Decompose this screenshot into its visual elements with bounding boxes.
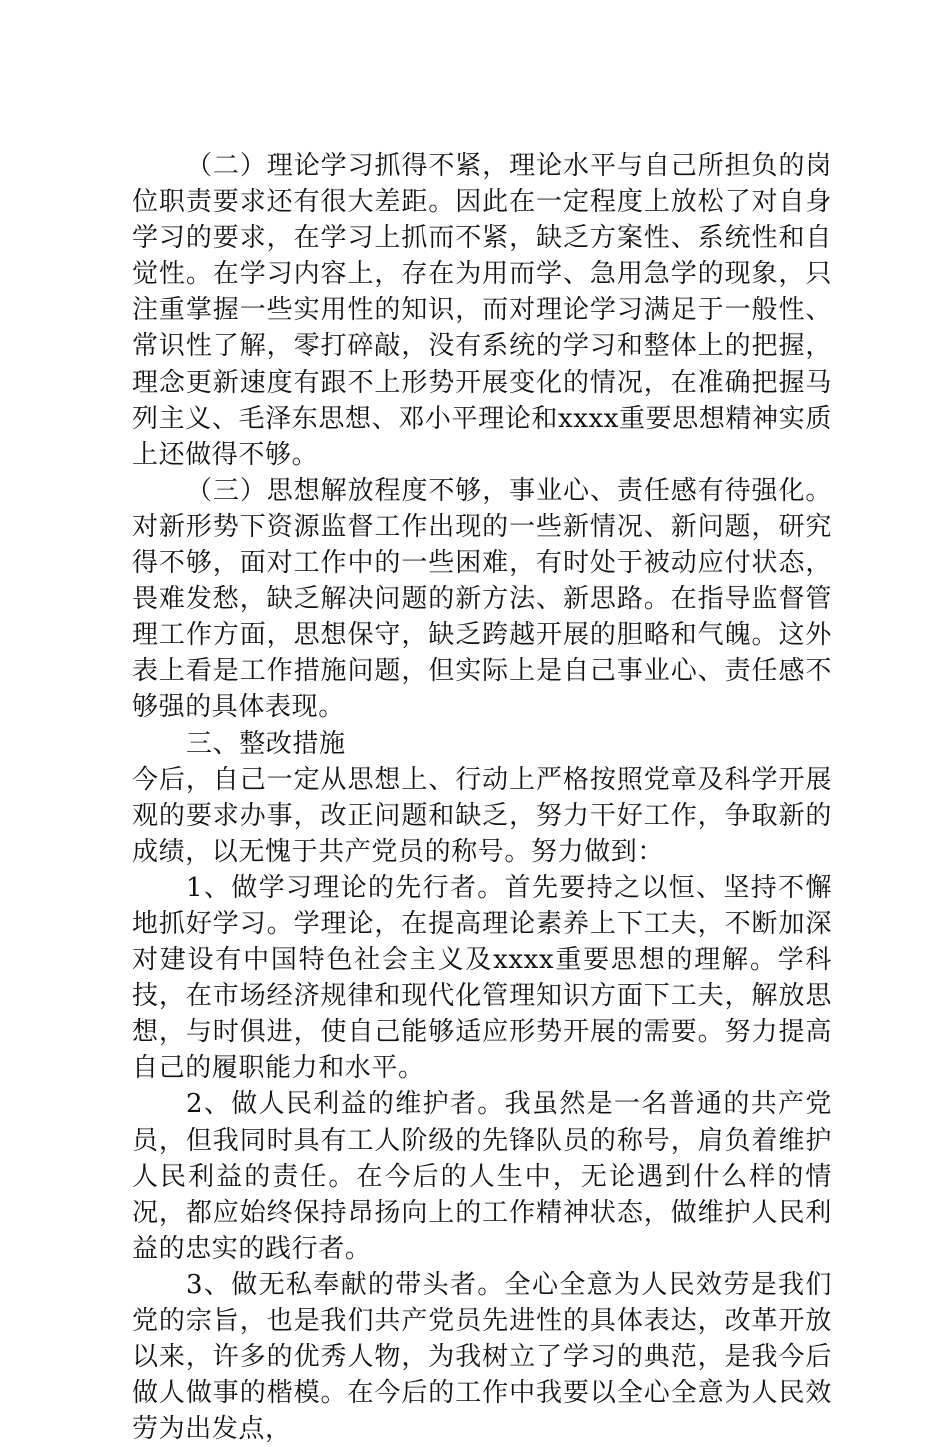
paragraph-item-1: 1、做学习理论的先行者。首先要持之以恒、坚持不懈地抓好学习。学理论，在提高理论素养上下工夫，不断加深对建设有中国特色社会主义及xxxx重要思想的理解。学科技，在市场经济规律和现代化管理知识方面下工夫，解放思想，与时俱进，使自己能够适应形势开展的需要。努力提高自己的履职能力和水平。 <box>132 872 832 1084</box>
paragraph-future-commitment: 今后，自己一定从思想上、行动上严格按照党章及科学开展观的要求办事，改正问题和缺乏，努力干好工作，争取新的成绩，以无愧于共产党员的称号。努力做到： <box>132 764 832 867</box>
section-heading-rectification-measures: 三、整改措施 <box>186 728 346 759</box>
paragraph-item-2: 2、做人民利益的维护者。我虽然是一名普通的共产党员，但我同时具有工人阶级的先锋队员的称号，肩负着维护人民利益的责任。在今后的人生中，无论遇到什么样的情况，都应始终保持昂扬向上的工作精神状态，做维护人民利益的忠实的践行者。 <box>132 1089 832 1264</box>
paragraph-theory-study: （二）理论学习抓得不紧，理论水平与自己所担负的岗位职责要求还有很大差距。因此在一定程度上放松了对自身学习的要求，在学习上抓而不紧，缺乏方案性、系统性和自觉性。在学习内容上，存在为用而学、急用急学的现象，只注重掌握一些实用性的知识，而对理论学习满足于一般性、常识性了解，零打碎敲，没有系统的学习和整体上的把握，理念更新速度有跟不上形势开展变化的情况，在准确把握马列主义、毛泽东思想、邓小平理论和xxxx重要思想精神实质上还做得不够。 <box>132 151 832 470</box>
document-body <box>132 148 832 1447</box>
paragraph-ideological-emancipation: （三）思想解放程度不够，事业心、责任感有待强化。对新形势下资源监督工作出现的一些新情况、新问题，研究得不够，面对工作中的一些困难，有时处于被动应付状态，畏难发愁，缺乏解决问题的新方法、新思路。在指导监督管理工作方面，思想保守，缺乏跨越开展的胆略和气魄。这外表上看是工作措施问题，但实际上是自己事业心、责任感不够强的具体表现。 <box>132 475 832 723</box>
paragraph-item-3: 3、做无私奉献的带头者。全心全意为人民效劳是我们党的宗旨，也是我们共产党员先进性的具体表达，改革开放以来，许多的优秀人物，为我树立了学习的典范，是我今后做人做事的楷模。在今后的工作中我要以全心全意为人民效劳为出发点， <box>132 1269 832 1445</box>
